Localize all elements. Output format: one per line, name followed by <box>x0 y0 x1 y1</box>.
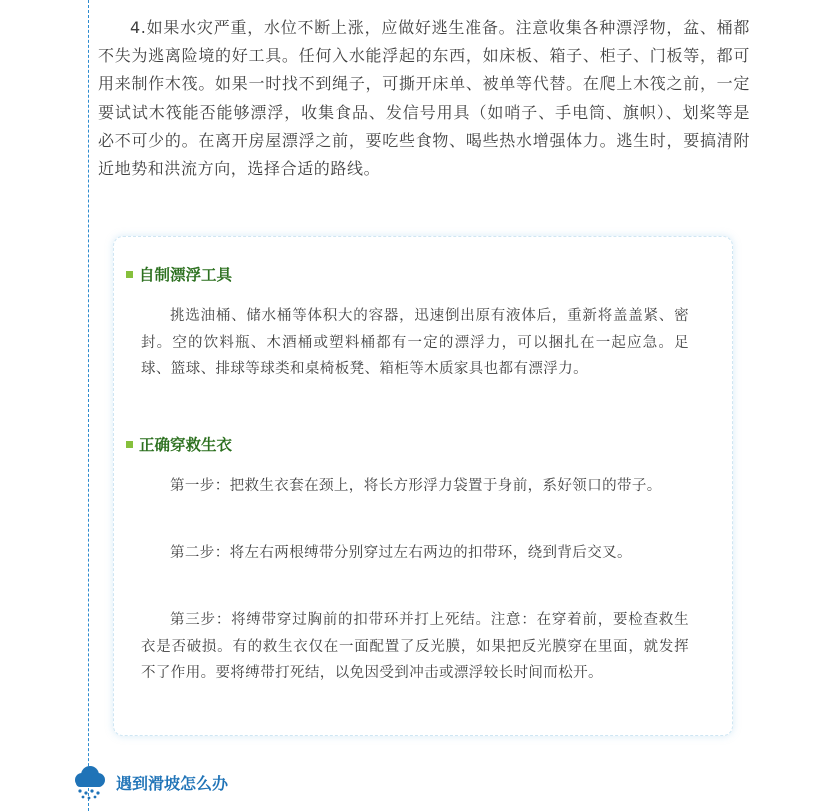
life-jacket-step-1: 第一步：把救生衣套在颈上，将长方形浮力袋置于身前，系好领口的带子。 <box>170 478 662 494</box>
section-title-text: 正确穿救生衣 <box>139 436 233 454</box>
next-section-header <box>70 763 228 801</box>
square-bullet-icon <box>126 441 133 448</box>
section-title-floating-tools <box>126 263 232 285</box>
section-title-text: 自制漂浮工具 <box>139 266 233 284</box>
life-jacket-step-2: 第二步：将左右两根缚带分别穿过左右两边的扣带环，绕到背后交叉。 <box>170 545 632 561</box>
square-bullet-icon <box>126 271 133 278</box>
next-section-title: 遇到滑坡怎么办 <box>116 773 229 793</box>
intro-paragraph: 4.如果水灾严重，水位不断上涨，应做好逃生准备。注意收集各种漂浮物，盆、桶都不失为逃离险境的好工具。任何入水能浮起的东西，如床板、箱子、柜子、门板等，都可用来制作木筏。如果一时找不到绳子，可撕开床单、被单等代替。在爬上木筏之前，一定要试试木筏能否能够漂浮，收集食品、发信号用具（如哨子、手电筒、旗帜）、划桨等是必不可少的。在离开房屋漂浮之前，要吃些食物、喝些热水增强体力。逃生时，要搞清附近地势和洪流方向，选择合适的路线。 <box>98 18 750 179</box>
tips-card <box>113 236 733 736</box>
section-title-life-jacket <box>126 433 232 455</box>
timeline-dashed-line <box>88 0 89 811</box>
floating-tools-paragraph: 挑选油桶、储水桶等体积大的容器，迅速倒出原有液体后，重新将盖盖紧、密封。空的饮料瓶、木酒桶或塑料桶都有一定的漂浮力，可以捆扎在一起应急。足球、篮球、排球等球类和桌椅板凳、箱柜等木质家具也都有漂浮力。 <box>141 308 689 377</box>
life-jacket-step-3: 第三步：将缚带穿过胸前的扣带环并打上死结。注意：在穿着前，要检查救生衣是否破损。有的救生衣仅在一面配置了反光膜，如果把反光膜穿在里面，就发挥不了作用。要将缚带打死结，以免因受到冲击或漂浮较长时间而松开。 <box>141 612 689 681</box>
rain-cloud-icon <box>70 763 108 801</box>
